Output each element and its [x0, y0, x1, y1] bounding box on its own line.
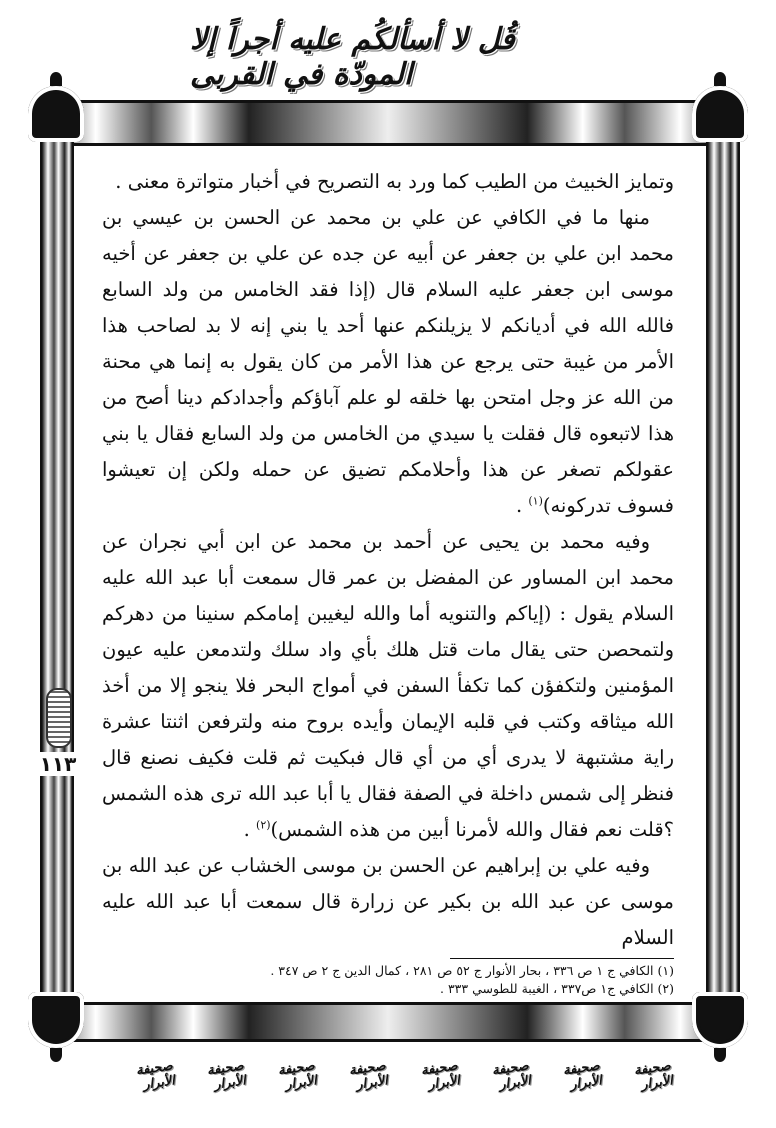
page-body	[102, 164, 674, 956]
frame-bottom-bar	[40, 1002, 736, 1042]
footnotes	[102, 962, 674, 998]
strip-calligraphy: صحيفة الأبرار	[277, 1058, 319, 1093]
footnote-marker: (٢)	[256, 818, 271, 832]
strip-calligraphy: صحيفة الأبرار	[348, 1058, 390, 1093]
frame-right-column	[706, 120, 740, 1020]
paragraph-tail: .	[515, 494, 529, 517]
bottom-calligraphy-strip	[108, 1050, 672, 1106]
footnote-2: (٢) الكافي ج١ ص٣٣٧ ، الغيبة للطوسي ٣٣٣ .	[439, 981, 674, 996]
paragraph-2	[102, 200, 674, 524]
strip-calligraphy: صحيفة الأبرار	[135, 1058, 176, 1093]
strip-calligraphy: صحيفة الأبرار	[206, 1058, 247, 1093]
frame-top-bar	[40, 100, 736, 146]
frame-left-column	[40, 120, 74, 1020]
frame-corner-top-right	[692, 86, 748, 142]
side-ornament-icon	[46, 688, 72, 748]
strip-calligraphy: صحيفة الأبرار	[490, 1058, 532, 1093]
footnote-marker: (١)	[528, 494, 543, 508]
footnote-1: (١) الكافي ج ١ ص ٣٣٦ ، بحار الأنوار ج ٥٢ ص ٢٨١ ، كمال الدين ج ٢ ص ٣٤٧ .	[270, 963, 674, 978]
paragraph-text: منها ما في الكافي عن علي بن محمد عن الحسن بن عيسي بن محمد ابن علي بن جعفر عن أبيه عن جده عن علي بن جعفر عن أخيه موسى ابن جعفر عليه السلام قال (إذا فقد الخامس من ولد السابع فالله الله في أديانكم لا يزيلنكم عنها أحد يا بني إنه لا بد لصاحب هذا الأمر من غيبة حتى يرجع عن هذا الأمر من كان يقول به إنما هي محنة من الله عز وجل امتحن بها خلقه لو علم آباؤكم وأجدادكم دينا أصح من هذا لاتبعوه قال فقلت يا سيدي من الخامس من ولد السابع فقال يا بني عقولكم تصغر عن هذا وأحلامكم تضيق عن حمله ولكن إن تعيشوا فسوف تدركونه)	[102, 206, 674, 517]
strip-calligraphy: صحيفة الأبرار	[419, 1058, 461, 1093]
frame-corner-bottom-right	[692, 992, 748, 1048]
paragraph-text: وفيه محمد بن يحيى عن أحمد بن محمد عن ابن أبي نجران عن محمد ابن المساور عن المفضل بن عمر قال سمعت أبا عبد الله عليه السلام يقول : (إياكم والتنويه أما والله ليغيبن إمامكم سنينا من دهركم ولتمحصن حتى يقال مات قتل هلك بأي واد سلك ولتدمعن عليه عيون المؤمنين ولتكفؤن كما تكفأ السفن في أمواج البحر فلا ينجو إلا من أخذ الله ميثاقه وكتب في قلبه الإيمان وأيده بروح منه ولترفعن اثنتا عشرة راية مشتبهة لا يدرى أي من أي قال فبكيت ثم قلت فكيف نصنع قال فنظر إلى شمس داخلة في الصفة فقال يا أبا عبد الله ترى هذه الشمس ؟قلت نعم فقال والله لأمرنا أبين من هذه الشمس)	[102, 530, 674, 841]
strip-calligraphy: صحيفة الأبرار	[633, 1058, 674, 1093]
paragraph-text: وفيه علي بن إبراهيم عن الحسن بن موسى الخشاب عن عبد الله بن موسى عن عبد الله بن بكير عن زرارة قال سمعت أبا عبد الله عليه السلام	[102, 854, 674, 949]
strip-calligraphy: صحيفة الأبرار	[561, 1058, 603, 1093]
footnote-divider	[450, 958, 674, 959]
paragraph-tail: .	[243, 818, 257, 841]
paragraph-1	[102, 164, 674, 200]
frame-corner-bottom-left	[28, 992, 84, 1048]
paragraph-4	[102, 848, 674, 956]
frame-corner-top-left	[28, 86, 84, 142]
paragraph-3	[102, 524, 674, 848]
page-number: ١١٣	[39, 752, 77, 776]
header-calligraphy-title: قُل لا أسألكُم عليه أجراً إلا المودّة في القربى	[190, 22, 515, 92]
paragraph-text: وتمايز الخبيث من الطيب كما ورد به التصريح في أخبار متواترة معنى .	[115, 170, 674, 193]
